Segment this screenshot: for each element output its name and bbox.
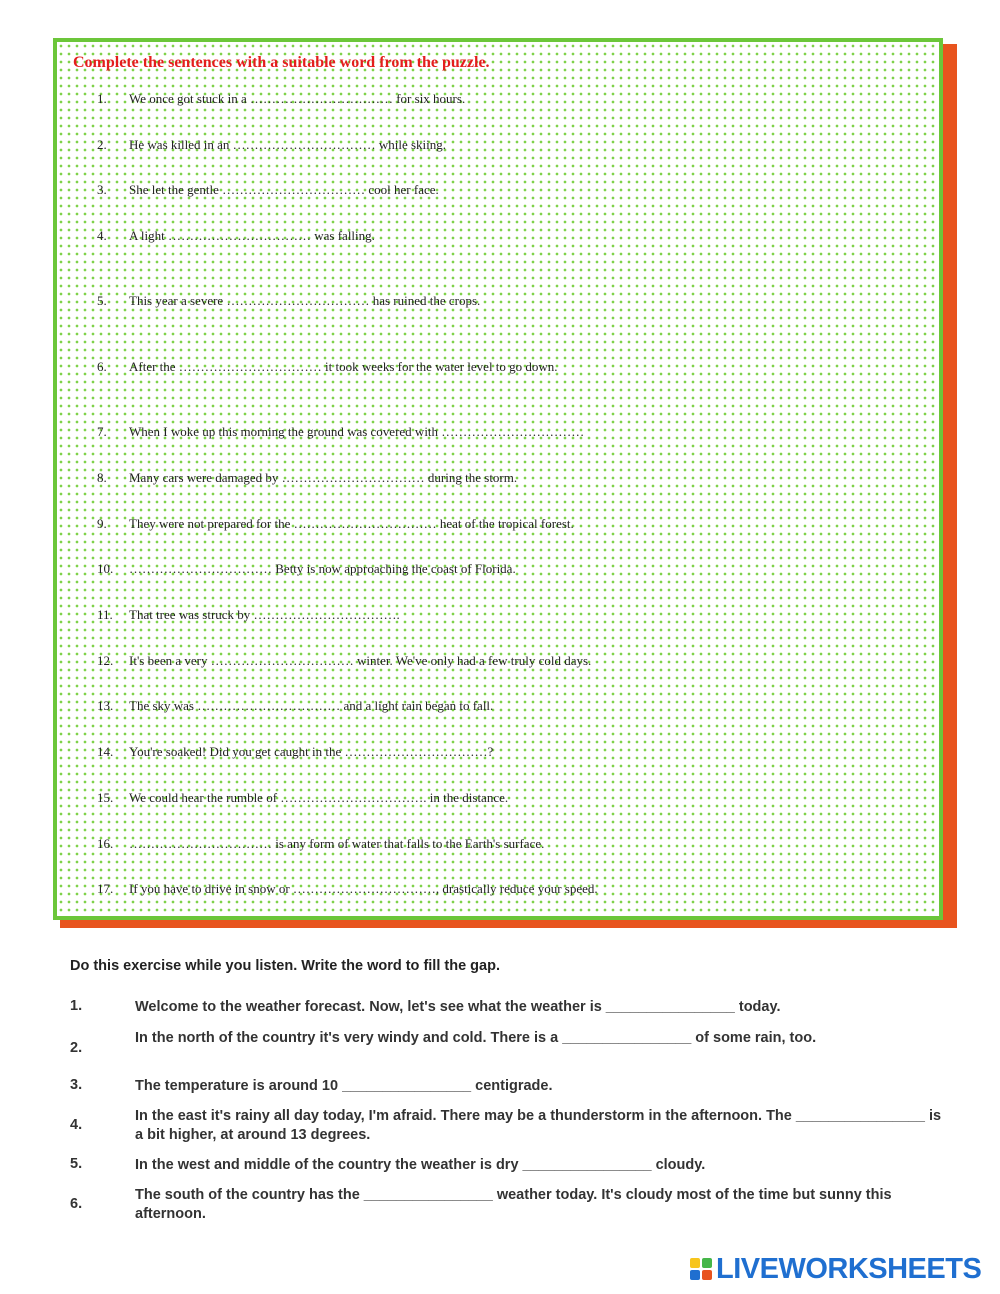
sentence-number: 12. xyxy=(97,653,114,668)
sentence-number: 5. xyxy=(97,293,107,308)
sentence-text: If you have to drive in snow or ……………………………, drastically reduce your speed. xyxy=(129,881,598,896)
sentence-number: 11. xyxy=(97,607,113,622)
puzzle-sentences-frame xyxy=(53,38,943,920)
item-number: 5. xyxy=(70,1156,83,1172)
sentence-text: …………………………… is any form of water that falls to the Earth's surface. xyxy=(129,836,545,851)
sentence-number: 15. xyxy=(97,790,114,805)
item-text: In the east it's rainy all day today, I'm afraid. There may be a thunderstorm in the afternoon. The ________________ is a bit higher, at around 13 degrees. xyxy=(135,1108,942,1143)
item-number: 6. xyxy=(70,1196,83,1212)
listening-section-title: Do this exercise while you listen. Write the word to fill the gap. xyxy=(70,958,500,974)
sentence-number: 1. xyxy=(97,91,107,106)
liveworksheets-logo-icon xyxy=(690,1258,712,1280)
sentence-text: They were not prepared for the …………………………… heat of the tropical forest. xyxy=(129,516,574,531)
item-number: 2. xyxy=(70,1040,83,1056)
sentence-number: 3. xyxy=(97,182,107,197)
sentence-text: You're soaked! Did you get caught in the ……………………………? xyxy=(129,744,494,759)
sentence-number: 16. xyxy=(97,836,114,851)
sentence-text: A light …………………………… was falling. xyxy=(129,228,375,243)
sentence-number: 14. xyxy=(97,744,114,759)
sentence-text: He was killed in an …………………………… while skiing. xyxy=(129,137,447,152)
item-text: The temperature is around 10 ________________ centigrade. xyxy=(135,1078,553,1094)
item-text: In the west and middle of the country the weather is dry ________________ cloudy. xyxy=(135,1157,706,1173)
sentence-text: The sky was …………………………… and a light rain began to fall. xyxy=(129,698,494,713)
sentence-number: 8. xyxy=(97,470,107,485)
item-number: 1. xyxy=(70,998,83,1014)
sentence-text: We once got stuck in a …………………………… for six hours. xyxy=(129,91,466,106)
sentence-text: Many cars were damaged by …………………………… during the storm. xyxy=(129,470,518,485)
sentence-number: 13. xyxy=(97,698,114,713)
liveworksheets-logo xyxy=(690,1252,981,1286)
logo-text: LIVEWORKSHEETS xyxy=(716,1252,982,1285)
item-number: 3. xyxy=(70,1077,83,1093)
item-text: Welcome to the weather forecast. Now, let's see what the weather is ________________ today. xyxy=(135,999,781,1015)
sentence-text: This year a severe …………………………… has ruined the crops. xyxy=(129,293,481,308)
sentence-number: 9. xyxy=(97,516,107,531)
sentence-number: 10. xyxy=(97,561,114,576)
sentence-number: 7. xyxy=(97,424,107,439)
sentence-text: After the …………………………… it took weeks for the water level to go down. xyxy=(129,359,558,374)
sentence-text: That tree was struck by ……………………………. xyxy=(129,607,400,622)
item-text: In the north of the country it's very windy and cold. There is a ________________ of some rain, too. xyxy=(135,1030,817,1046)
sentence-number: 6. xyxy=(97,359,107,374)
sentence-text: We could hear the rumble of ……………………………. in the distance. xyxy=(129,790,509,805)
sentence-number: 2. xyxy=(97,137,107,152)
item-number: 4. xyxy=(70,1117,83,1133)
sentence-text: She let the gentle …………………………… cool her face. xyxy=(129,182,439,197)
sentence-number: 17. xyxy=(97,881,114,896)
sentence-text: …………………………… Betty is now approaching the coast of Florida. xyxy=(129,561,516,576)
sentence-text: When I woke up this morning the ground was covered with …………………………… xyxy=(129,424,585,439)
sentence-number: 4. xyxy=(97,228,107,243)
puzzle-section-title: Complete the sentences with a suitable word from the puzzle. xyxy=(73,54,490,71)
sentence-text: It's been a very …………………………… winter. We've only had a few truly cold days. xyxy=(129,653,592,668)
item-text: The south of the country has the ________________ weather today. It's cloudy most of the time but sunny this afternoon. xyxy=(135,1187,892,1222)
